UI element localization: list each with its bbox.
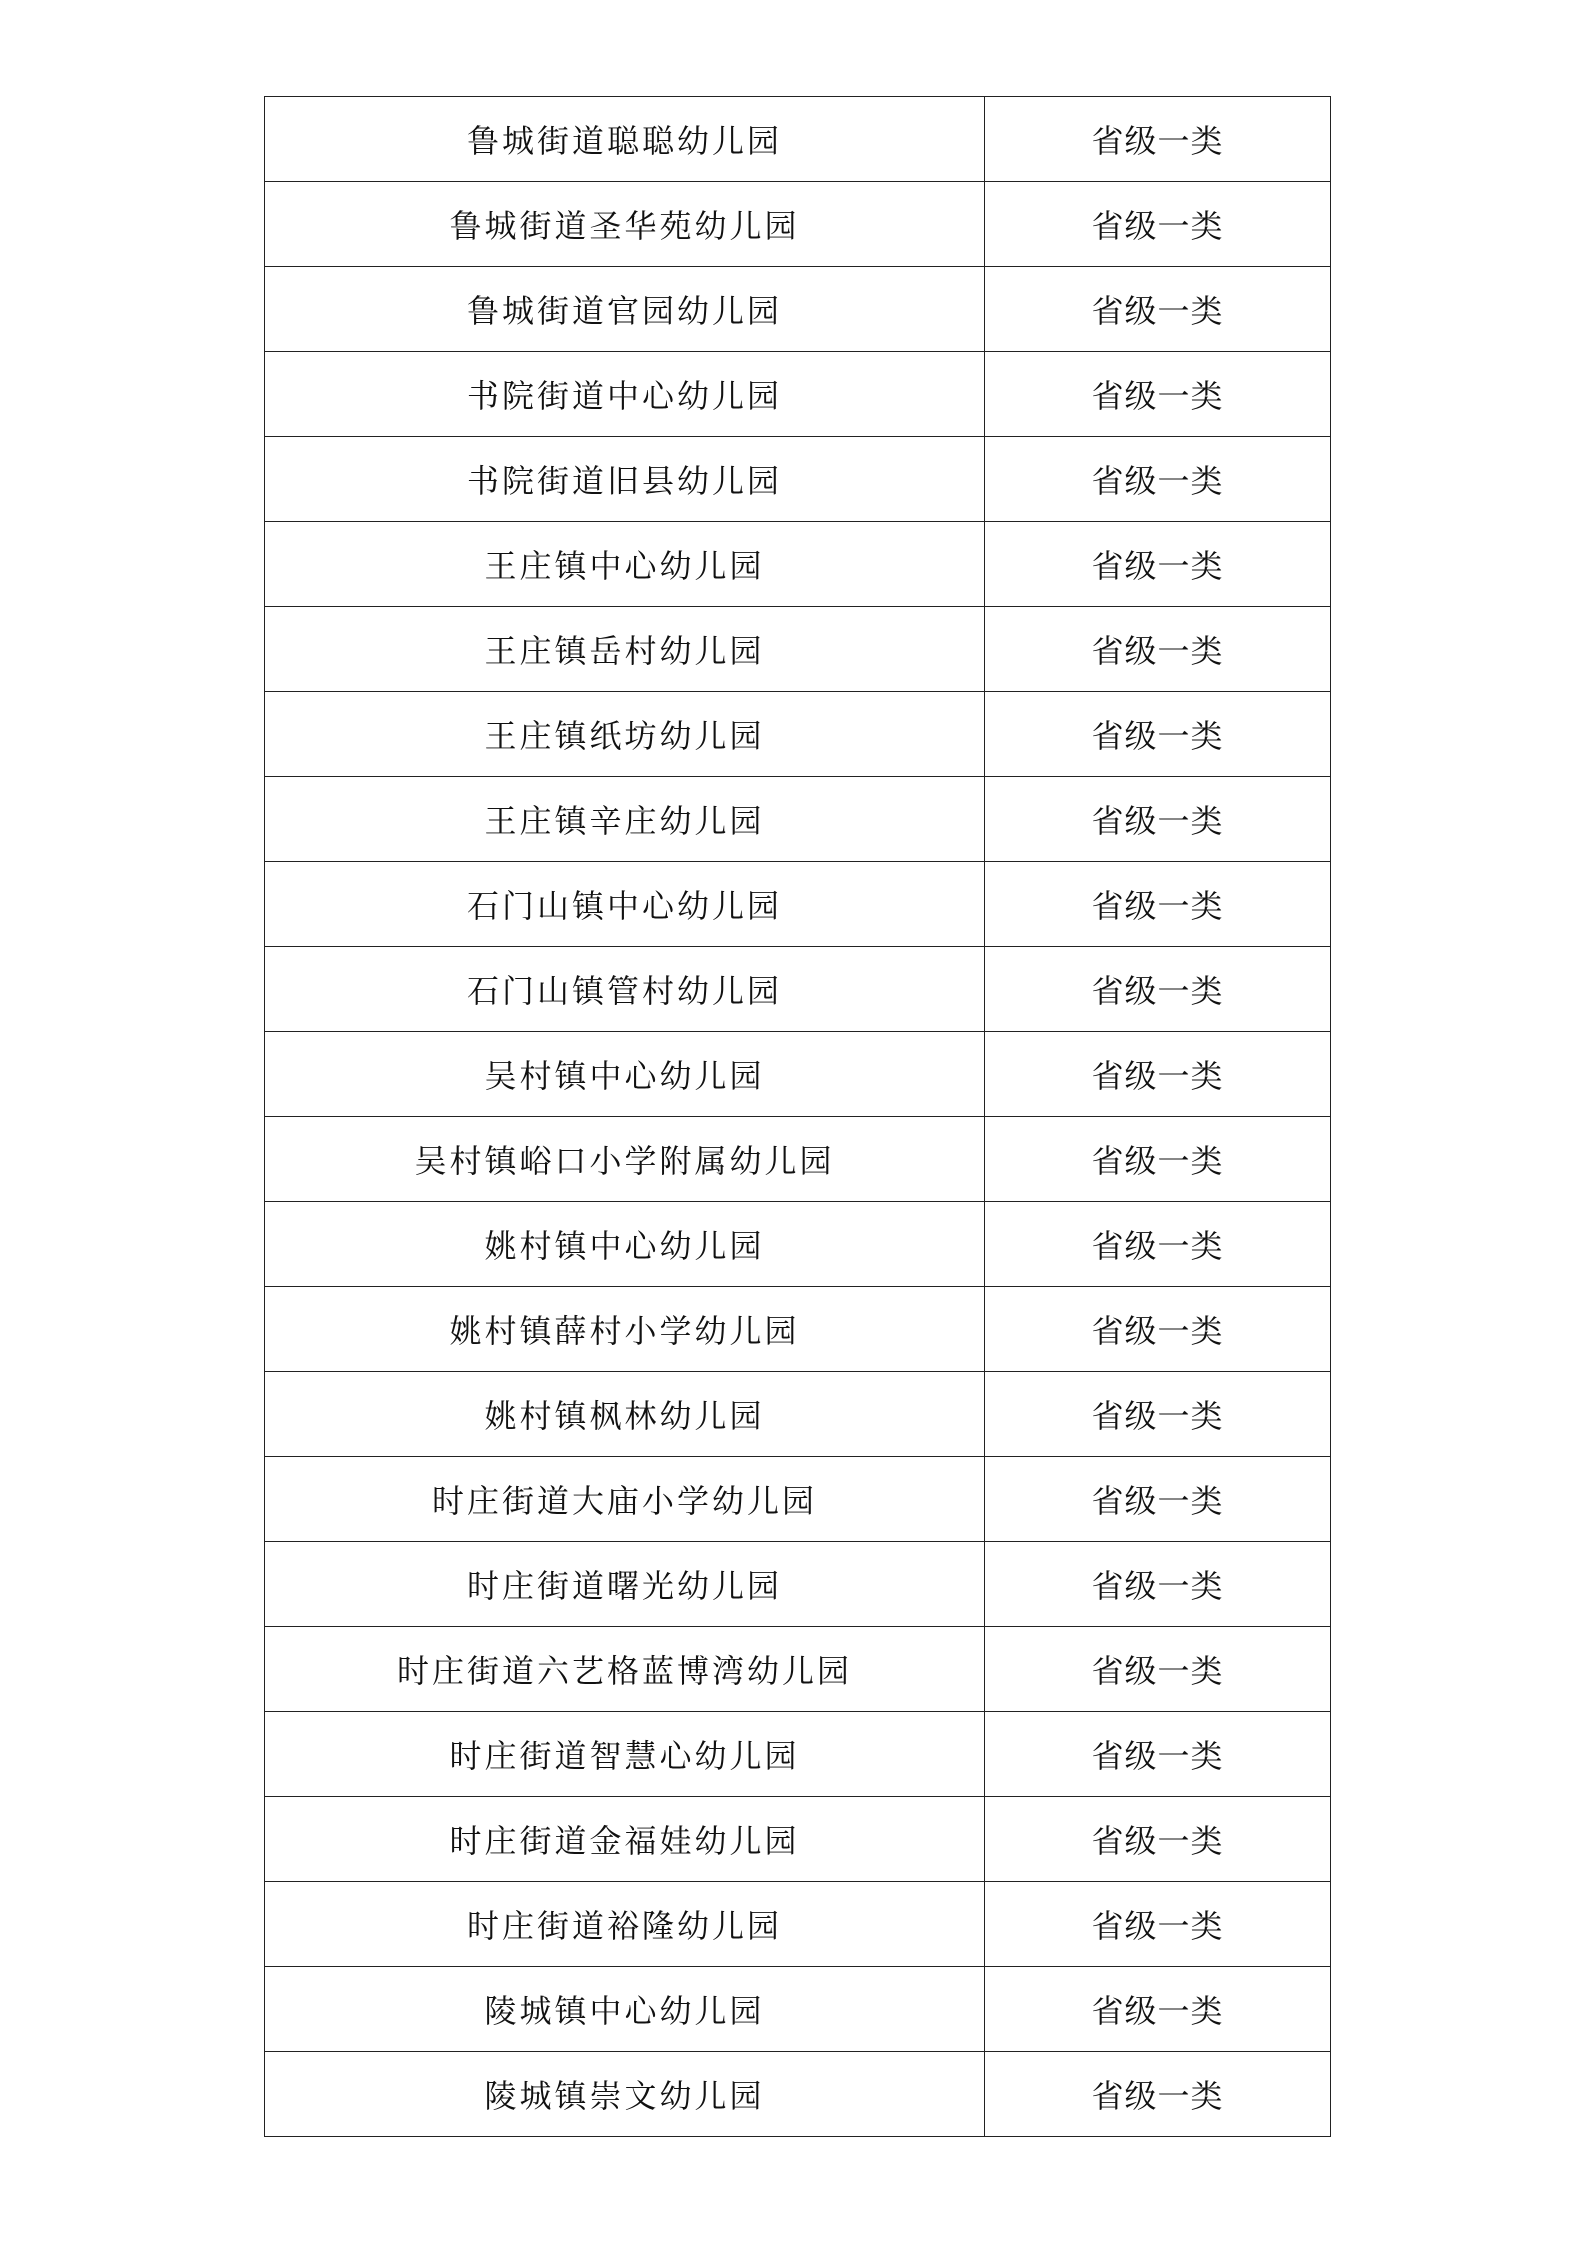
level-cell: 省级一类: [985, 1797, 1331, 1882]
table-row: [265, 607, 1331, 692]
level-cell: 省级一类: [985, 1542, 1331, 1627]
level-cell: 省级一类: [985, 1967, 1331, 2052]
level-cell: 省级一类: [985, 1882, 1331, 1967]
table-row: [265, 1032, 1331, 1117]
table-row: [265, 352, 1331, 437]
table-row: [265, 1117, 1331, 1202]
kindergarten-name-cell: 时庄街道六艺格蓝博湾幼儿园: [265, 1627, 985, 1712]
table-row: [265, 97, 1331, 182]
table-row: [265, 522, 1331, 607]
level-cell: 省级一类: [985, 1627, 1331, 1712]
kindergarten-name-cell: 陵城镇崇文幼儿园: [265, 2052, 985, 2137]
kindergarten-name-cell: 石门山镇管村幼儿园: [265, 947, 985, 1032]
kindergarten-name-cell: 王庄镇辛庄幼儿园: [265, 777, 985, 862]
table-row: [265, 1287, 1331, 1372]
kindergarten-name-cell: 王庄镇中心幼儿园: [265, 522, 985, 607]
level-cell: 省级一类: [985, 1032, 1331, 1117]
kindergarten-name-cell: 王庄镇岳村幼儿园: [265, 607, 985, 692]
table-row: [265, 267, 1331, 352]
kindergarten-name-cell: 姚村镇薛村小学幼儿园: [265, 1287, 985, 1372]
kindergarten-name-cell: 鲁城街道圣华苑幼儿园: [265, 182, 985, 267]
table-row: [265, 1457, 1331, 1542]
table-row: [265, 1712, 1331, 1797]
table-row: [265, 1542, 1331, 1627]
level-cell: 省级一类: [985, 777, 1331, 862]
table-row: [265, 437, 1331, 522]
kindergarten-name-cell: 陵城镇中心幼儿园: [265, 1967, 985, 2052]
kindergarten-name-cell: 书院街道旧县幼儿园: [265, 437, 985, 522]
table-row: [265, 692, 1331, 777]
kindergarten-name-cell: 石门山镇中心幼儿园: [265, 862, 985, 947]
table-row: [265, 1627, 1331, 1712]
level-cell: 省级一类: [985, 862, 1331, 947]
table-row: [265, 862, 1331, 947]
level-cell: 省级一类: [985, 1287, 1331, 1372]
level-cell: 省级一类: [985, 1457, 1331, 1542]
kindergarten-name-cell: 时庄街道大庙小学幼儿园: [265, 1457, 985, 1542]
level-cell: 省级一类: [985, 522, 1331, 607]
level-cell: 省级一类: [985, 1372, 1331, 1457]
kindergarten-name-cell: 王庄镇纸坊幼儿园: [265, 692, 985, 777]
kindergarten-name-cell: 书院街道中心幼儿园: [265, 352, 985, 437]
level-cell: 省级一类: [985, 692, 1331, 777]
kindergarten-name-cell: 时庄街道裕隆幼儿园: [265, 1882, 985, 1967]
level-cell: 省级一类: [985, 1117, 1331, 1202]
table-row: [265, 1797, 1331, 1882]
kindergarten-name-cell: 吴村镇中心幼儿园: [265, 1032, 985, 1117]
kindergarten-name-cell: 姚村镇中心幼儿园: [265, 1202, 985, 1287]
kindergarten-name-cell: 时庄街道智慧心幼儿园: [265, 1712, 985, 1797]
kindergarten-name-cell: 吴村镇峪口小学附属幼儿园: [265, 1117, 985, 1202]
level-cell: 省级一类: [985, 607, 1331, 692]
level-cell: 省级一类: [985, 1202, 1331, 1287]
level-cell: 省级一类: [985, 947, 1331, 1032]
table-row: [265, 1882, 1331, 1967]
table-row: [265, 1372, 1331, 1457]
table-row: [265, 947, 1331, 1032]
table-row: [265, 777, 1331, 862]
table-row: [265, 1967, 1331, 2052]
level-cell: 省级一类: [985, 182, 1331, 267]
level-cell: 省级一类: [985, 2052, 1331, 2137]
kindergarten-name-cell: 姚村镇枫林幼儿园: [265, 1372, 985, 1457]
level-cell: 省级一类: [985, 97, 1331, 182]
level-cell: 省级一类: [985, 437, 1331, 522]
level-cell: 省级一类: [985, 267, 1331, 352]
table-body: [265, 97, 1331, 2137]
level-cell: 省级一类: [985, 352, 1331, 437]
kindergarten-table: [264, 96, 1331, 2137]
kindergarten-name-cell: 鲁城街道官园幼儿园: [265, 267, 985, 352]
kindergarten-name-cell: 鲁城街道聪聪幼儿园: [265, 97, 985, 182]
level-cell: 省级一类: [985, 1712, 1331, 1797]
table-row: [265, 2052, 1331, 2137]
table-row: [265, 1202, 1331, 1287]
kindergarten-name-cell: 时庄街道金福娃幼儿园: [265, 1797, 985, 1882]
kindergarten-name-cell: 时庄街道曙光幼儿园: [265, 1542, 985, 1627]
table-row: [265, 182, 1331, 267]
